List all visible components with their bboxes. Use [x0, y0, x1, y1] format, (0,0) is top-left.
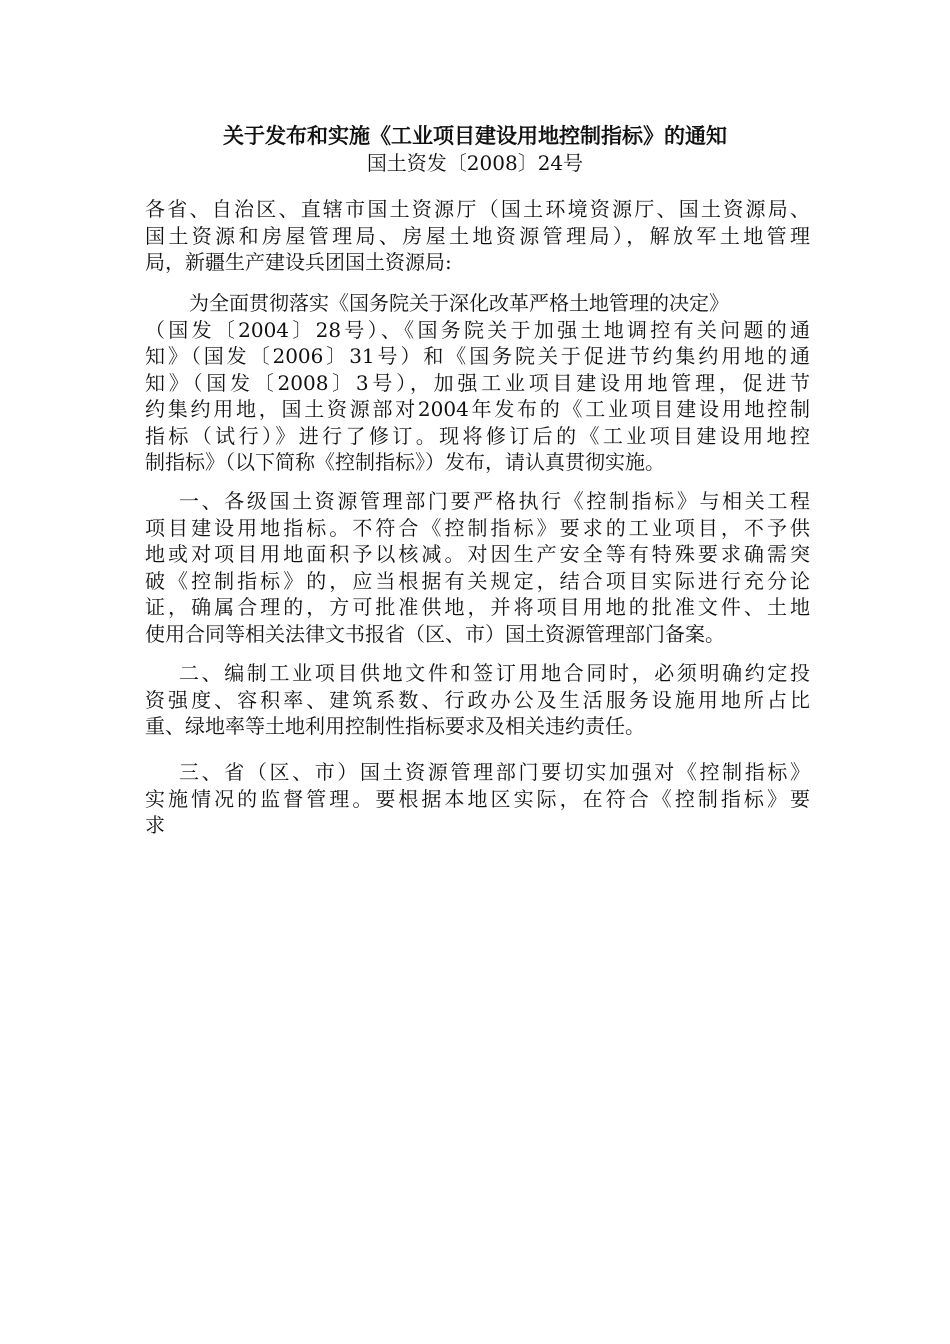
document-title: 关于发布和实施《工业项目建设用地控制指标》的通知 — [223, 123, 727, 148]
text-line: 制指标》（以下简称《控制指标》）发布，请认真贯彻实施。 — [145, 450, 665, 474]
text-line: 使用合同等相关法律文书报省（区、市）国土资源管理部门备案。 — [145, 621, 725, 646]
text-line: 资强度、容积率、建筑系数、行政办公及生活服务设施用地所占比 — [145, 687, 810, 712]
addressee-paragraph — [145, 196, 810, 276]
body-paragraph-1 — [145, 290, 810, 476]
text-line: 国土资源和房屋管理局、房屋土地资源管理局），解放军土地管理 — [145, 223, 810, 248]
text-line: 项目建设用地指标。不符合《控制指标》要求的工业项目，不予供 — [145, 515, 810, 540]
text-line: 三、省（区、市）国土资源管理部门要切实加强对《控制指标》 — [179, 760, 810, 784]
text-line: （国发〔2004〕28号）、《国务院关于加强土地调控有关问题的通 — [145, 317, 810, 342]
text-line: 局，新疆生产建设兵团国土资源局: — [145, 250, 452, 274]
text-line: 知》（国发〔2008〕3号），加强工业项目建设用地管理，促进节 — [145, 370, 810, 395]
text-line: 二、编制工业项目供地文件和签订用地合同时，必须明确约定投 — [179, 661, 810, 685]
text-line: 知》（国发〔2006〕31号）和《国务院关于促进节约集约用地的通 — [145, 344, 810, 368]
text-line: 证，确属合理的，方可批准供地，并将项目用地的批准文件、土地 — [145, 595, 810, 619]
text-line: 地或对项目用地面积予以核减。对因生产安全等有特殊要求确需突 — [145, 542, 810, 566]
body-paragraph-2 — [145, 488, 810, 647]
text-line: 为全面贯彻落实《国务院关于深化改革严格土地管理的决定》 — [189, 291, 729, 315]
body-paragraph-3 — [145, 660, 810, 740]
text-line: 求 — [145, 813, 165, 837]
body-paragraph-4 — [145, 759, 810, 839]
text-line: 约集约用地，国土资源部对2004年发布的《工业项目建设用地控制 — [145, 397, 810, 421]
text-line: 破《控制指标》的，应当根据有关规定，结合项目实际进行充分论 — [145, 568, 810, 593]
text-line: 实施情况的监督管理。要根据本地区实际，在符合《控制指标》要 — [145, 786, 810, 811]
text-line: 各省、自治区、直辖市国土资源厅（国土环境资源厅、国土资源局、 — [145, 197, 810, 221]
text-line: 重、绿地率等土地利用控制性指标要求及相关违约责任。 — [145, 714, 645, 738]
text-line: 指标（试行）》进行了修订。现将修订后的《工业项目建设用地控 — [145, 423, 810, 448]
document-number: 国土资发〔2008〕24号 — [366, 151, 584, 175]
text-line: 一、各级国土资源管理部门要严格执行《控制指标》与相关工程 — [179, 489, 810, 513]
